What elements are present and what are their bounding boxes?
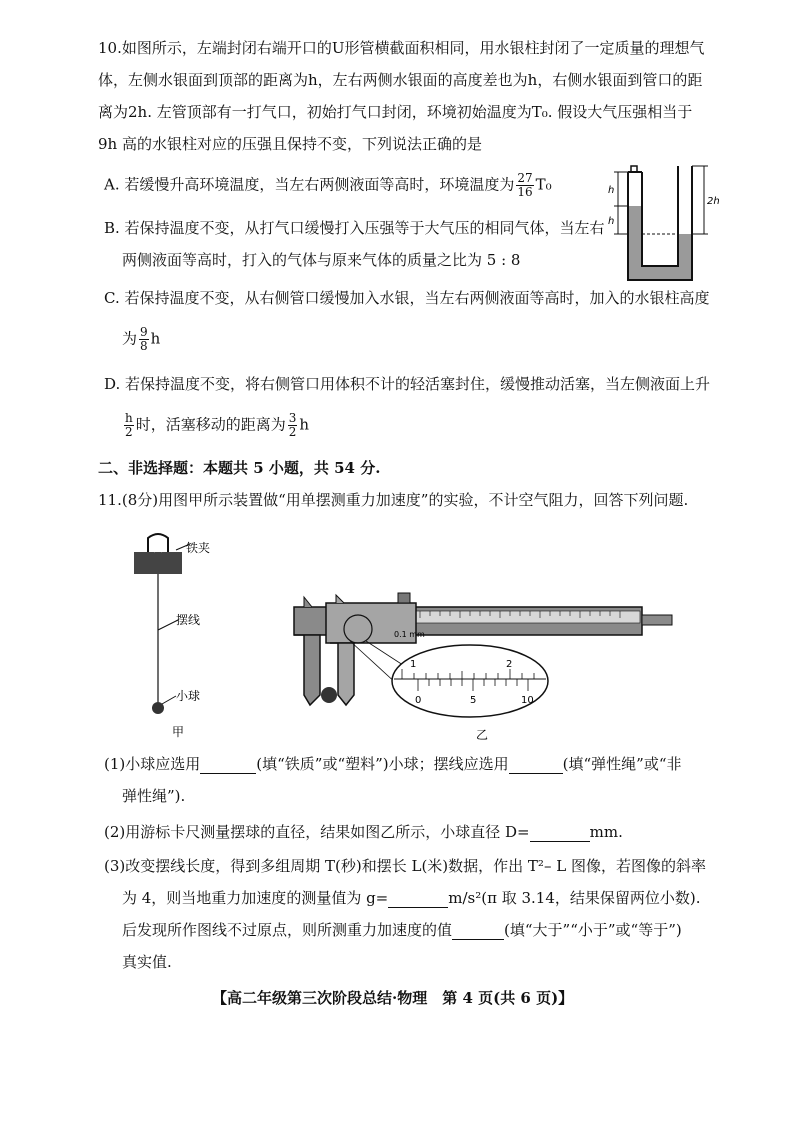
q10-option-d-line1: D. 若保持温度不变，将右侧管口用体积不计的轻活塞封住，缓慢推动活塞，当左侧液面上升 (104, 375, 711, 393)
iron-clip-block (134, 552, 182, 574)
q11-part3-text-d: (填“大于”“小于”或“等于”) (504, 921, 682, 939)
q10-stem-line2: 体，左侧水银面到顶部的距离为h，左右两侧水银面的高度差也为h，右侧水银面到管口的距 (98, 71, 703, 89)
string-label-leader (158, 620, 178, 630)
pendulum-figure (118, 530, 228, 740)
answer-blank-gravity[interactable] (388, 891, 448, 908)
magnified-main-label-2: 2 (506, 659, 513, 670)
magnified-main-label-1: 1 (410, 659, 417, 670)
q10-stem-line3: 离为2h. 左管顶部有一打气口，初始打气口封闭，环境初始温度为T₀. 假设大气压强相当于 (98, 103, 693, 121)
caliper-fixed-jaw (294, 635, 320, 705)
q10-option-c-prefix: 为 (122, 329, 138, 348)
q10-option-d-fraction1 (124, 412, 134, 439)
fraction-numerator: h (125, 411, 133, 425)
mercury-column (628, 206, 692, 280)
caliper-inner-jaw-right (336, 595, 344, 603)
q10-option-c-fraction (139, 326, 149, 353)
q11-part3-line1: (3)改变摆线长度，得到多组周期 T(秒)和摆长 L(米)数据，作出 T²– L 图像，若图像的斜率 (104, 857, 706, 875)
caliper-thumb-screw (398, 593, 410, 603)
caliper-inner-jaw-left (304, 597, 312, 607)
magnifier-leader-1 (350, 641, 398, 685)
q11-part1-text-c: (填“弹性绳”或“非 (562, 755, 682, 773)
caliper-ball (321, 687, 337, 703)
q11-part2-text-a: (2)用游标卡尺测量摆球的直径，结果如图乙所示，小球直径 D= (104, 823, 530, 841)
fraction-numerator: 9 (140, 325, 148, 339)
answer-blank-diameter[interactable] (530, 825, 590, 842)
q10-option-b-line2: 两侧液面等高时，打入的气体与原来气体的质量之比为 5 : 8 (122, 251, 521, 269)
q11-part3-line3 (122, 920, 682, 940)
q11-part1-line1 (104, 754, 682, 774)
answer-blank-comparison[interactable] (452, 923, 504, 940)
u-tube-outline-inner (642, 166, 678, 266)
page-footer: 【高二年级第三次阶段总结·物理 第 4 页(共 6 页)】 (212, 989, 574, 1007)
u-tube-figure (606, 162, 726, 284)
q10-stem-line4: 9h 高的水银柱对应的压强且保持不变，下列说法正确的是 (98, 135, 482, 153)
label-h-upper: h (608, 185, 615, 196)
label-ball: 小球 (176, 689, 201, 703)
fraction-denominator: 8 (140, 339, 148, 353)
q11-part3-text-b: m/s²(π 取 3.14，结果保留两位小数). (448, 889, 701, 907)
q10-option-a (104, 172, 552, 199)
caliper-precision-label: 0.1 mm (394, 630, 425, 639)
q11-part3-text-a: 为 4，则当地重力加速度的测量值为 g= (122, 889, 389, 907)
q10-option-a-text: A. 若缓慢升高环境温度，当左右两侧液面等高时，环境温度为 (104, 175, 515, 194)
q10-option-a-tail: T₀ (535, 175, 552, 194)
q11-part2-unit: mm. (589, 823, 623, 841)
iron-clip-jaw (154, 544, 162, 552)
q10-option-a-fraction (516, 172, 533, 199)
answer-blank-string-type[interactable] (509, 757, 563, 774)
magnifier-leader-2 (366, 641, 406, 667)
magnified-vernier-label-0: 0 (415, 695, 422, 706)
ball-label-leader (162, 696, 176, 704)
q10-option-d-fraction2 (288, 412, 298, 439)
section-2-title: 二、非选择题：本题共 5 小题，共 54 分. (98, 459, 381, 477)
fraction-denominator: 2 (125, 425, 133, 439)
label-string: 摆线 (176, 613, 201, 627)
q11-part1-line2: 弹性绳”). (122, 787, 186, 805)
q10-option-d-line2 (122, 412, 309, 439)
q10-option-c-line2 (122, 326, 160, 353)
label-yi: 乙 (476, 728, 489, 742)
q10-stem-line1: 10.如图所示，左端封闭右端开口的U形管横截面积相同，用水银柱封闭了一定质量的理想气 (98, 39, 705, 57)
magnified-view (392, 645, 548, 717)
caliper-depth-rod (642, 615, 672, 625)
q11-part1-text-b: (填“铁质”或“塑料”)小球；摆线应选用 (256, 755, 509, 773)
q11-part3-line4: 真实值. (122, 953, 172, 971)
q10-option-d-middle: 时，活塞移动的距离为 (135, 415, 286, 434)
fraction-denominator: 2 (288, 425, 297, 439)
label-jia: 甲 (172, 725, 185, 739)
q10-option-c-line1: C. 若保持温度不变，从右侧管口缓慢加入水银，当左右两侧液面等高时，加入的水银柱高度 (104, 289, 710, 307)
label-2h: 2h (707, 196, 720, 207)
q10-option-d-tail: h (299, 415, 310, 434)
q11-part1-text-a: (1)小球应选用 (104, 755, 201, 773)
q11-part3-line2 (122, 888, 701, 908)
magnified-vernier-label-10: 10 (521, 695, 534, 706)
caliper-main-scale (410, 611, 640, 623)
fraction-numerator: 27 (517, 171, 533, 185)
answer-blank-ball-material[interactable] (200, 757, 256, 774)
q11-part2 (104, 822, 623, 842)
fraction-numerator: 3 (288, 411, 297, 425)
magnified-vernier-label-5: 5 (470, 695, 477, 706)
caliper-figure (290, 585, 680, 745)
q11-stem: 11.(8分)用图甲所示装置做“用单摆测重力加速度”的实验，不计空气阻力，回答下列问题. (98, 491, 689, 509)
fraction-denominator: 16 (517, 185, 533, 199)
label-h-lower: h (608, 216, 615, 227)
q10-option-b-line1: B. 若保持温度不变，从打气口缓慢打入压强等于大气压的相同气体，当左右 (104, 219, 605, 237)
label-iron-clip: 铁夹 (186, 541, 211, 555)
q11-part3-text-c: 后发现所作图线不过原点，则所测重力加速度的值 (122, 921, 453, 939)
q10-option-c-tail: h (150, 329, 161, 348)
